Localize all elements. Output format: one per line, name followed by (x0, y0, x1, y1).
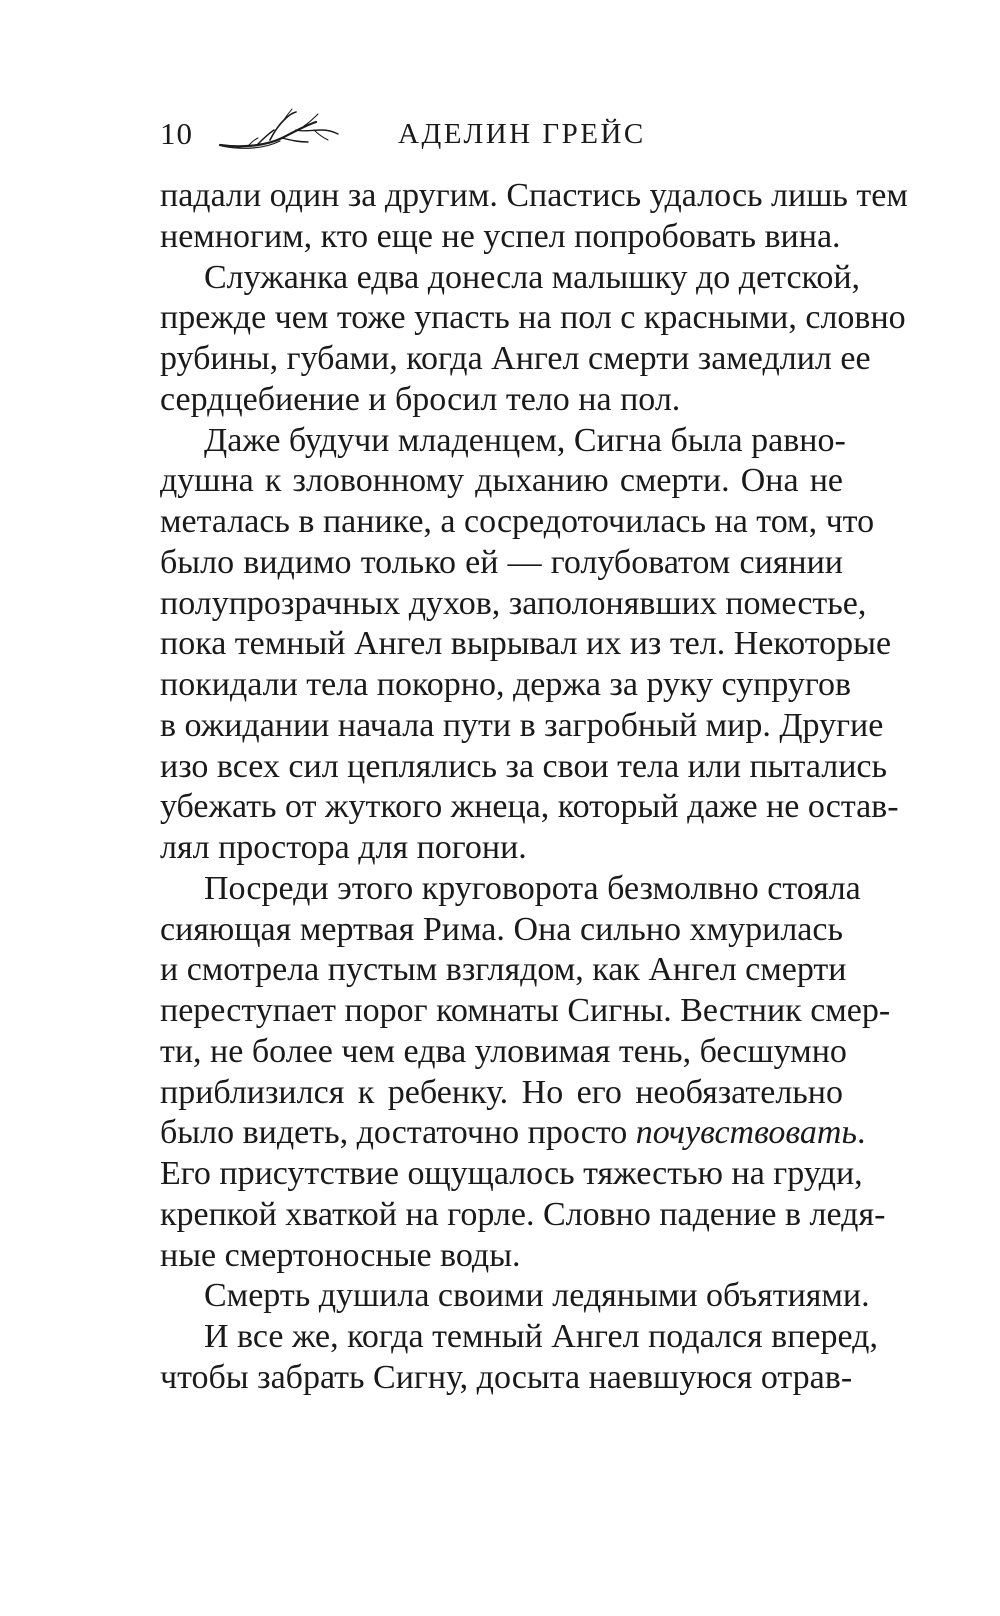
text-line-content: в ожидании начала пути в загробный мир. Другие (160, 706, 884, 744)
running-header (160, 108, 860, 158)
text-line (160, 584, 867, 625)
text-line-content: покидали тела покорно, держа за руку супругов (160, 666, 852, 703)
text-line-content: Посреди этого круговорота безмолвно стояла (204, 869, 861, 907)
text-line (160, 1032, 847, 1073)
text-line-content: лял простора для погони. (160, 829, 527, 866)
text-line (160, 665, 852, 706)
text-line-content: Смерть душила своими ледяными объятиями. (204, 1277, 870, 1315)
text-line (160, 1195, 886, 1236)
text-line (160, 747, 887, 788)
body-text (160, 176, 908, 1399)
text-line-content: чтобы забрать Сигну, досыта наевшуюся отрав- (160, 1358, 853, 1396)
text-line (160, 176, 908, 217)
text-line-content: полупрозрачных духов, заполонявших поместье, (160, 584, 867, 622)
text-line-content: и смотрела пустым взглядом, как Ангел смерти (160, 951, 847, 989)
branch-ornament-icon (218, 108, 340, 158)
text-line-content: сердцебиение и бросил тело на пол. (160, 380, 681, 418)
text-line (160, 1113, 866, 1154)
text-line-content: ные смертоносные воды. (160, 1236, 521, 1274)
text-line-content: Его присутствие ощущалось тяжестью на груди, (160, 1155, 863, 1192)
text-line-content: приблизился к ребенку. Но его необязательно (160, 1073, 843, 1111)
text-line (160, 502, 875, 543)
text-line (160, 1276, 870, 1317)
text-line-content: Даже будучи младенцем, Сигна была равно- (204, 421, 846, 459)
text-line (160, 339, 871, 380)
text-line (160, 624, 892, 665)
text-line-content: Служанка едва донесла малышку до детской, (204, 258, 861, 296)
text-line (160, 543, 843, 584)
text-line-content: И все же, когда темный Ангел подался вперед, (204, 1318, 878, 1355)
text-line (160, 1236, 843, 1277)
text-line (160, 869, 861, 910)
text-line-content: было видеть, достаточно просто (160, 1114, 636, 1152)
text-line-content: сияющая мертвая Рима. Она сильно хмурилась (160, 910, 843, 948)
text-line-content: душна к зловонному дыханию смерти. Она не (160, 462, 843, 500)
text-line-content: пока темный Ангел вырывал их из тел. Некоторые (160, 625, 892, 663)
text-line-content: прежде чем тоже упасть на пол с красными, словно (160, 299, 906, 337)
text-line (160, 706, 884, 747)
text-line (160, 828, 843, 869)
text-line-content: изо всех сил цеплялись за свои тела или пытались (160, 747, 887, 785)
text-line-content: было видимо только ей — голубоватом сиянии (160, 543, 843, 581)
text-line (160, 421, 846, 462)
text-line (160, 1073, 843, 1114)
text-line (160, 910, 843, 951)
text-line (160, 787, 899, 828)
text-line-content: падали один за другим. Спастись удалось лишь тем (160, 177, 908, 214)
text-line (160, 1358, 853, 1399)
text-line-content: переступает порог комнаты Сигны. Вестник смер- (160, 992, 891, 1029)
text-line (160, 380, 843, 421)
text-line-content: убежать от жуткого жнеца, который даже не остав- (160, 788, 899, 826)
text-line-tail: . (856, 1114, 866, 1152)
text-line-content: рубины, губами, когда Ангел смерти замедлил ее (160, 340, 871, 377)
text-line (160, 1154, 863, 1195)
running-title: АДЕЛИН ГРЕЙС (398, 118, 646, 150)
text-line-content: крепкой хваткой на горле. Словно падение в ледя- (160, 1195, 886, 1233)
text-line (160, 1317, 878, 1358)
text-line-content: немногим, кто еще не успел попробовать вина. (160, 217, 841, 255)
text-line (160, 217, 843, 258)
text-line (160, 298, 906, 339)
page-number: 10 (160, 116, 193, 151)
text-line (160, 991, 891, 1032)
text-line-content: ти, не более чем едва уловимая тень, бесшумно (160, 1032, 847, 1070)
text-line (160, 461, 843, 502)
text-line-content: металась в панике, а сосредоточилась на том, что (160, 503, 875, 540)
text-line (160, 258, 861, 299)
italic-emphasis: почувствовать (635, 1114, 857, 1152)
text-line (160, 950, 847, 991)
